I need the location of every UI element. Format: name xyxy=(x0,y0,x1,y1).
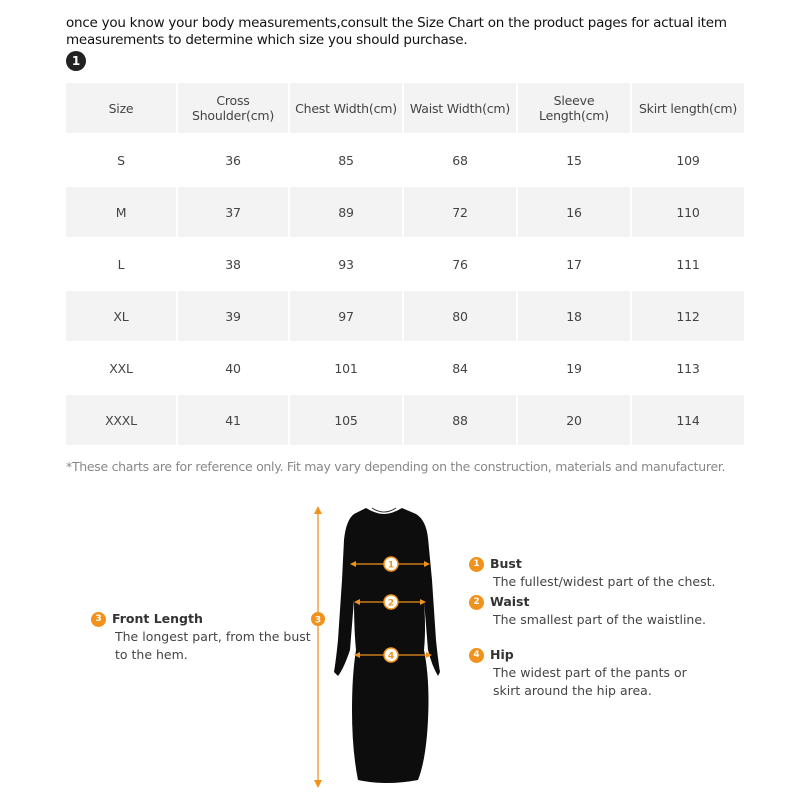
measurement-cell: 38 xyxy=(178,239,288,289)
legend-waist-title: Waist xyxy=(490,594,530,609)
step-number-badge: 1 xyxy=(66,51,86,71)
measurement-cell: 72 xyxy=(404,187,516,237)
badge-bust: 1 xyxy=(469,557,484,572)
measurement-cell: 110 xyxy=(632,187,744,237)
measurement-cell: 37 xyxy=(178,187,288,237)
size-cell: XXL xyxy=(66,343,176,393)
measurement-cell: 15 xyxy=(518,135,630,185)
dress-silhouette xyxy=(334,508,440,783)
header-skirt-length: Skirt length(cm) xyxy=(632,83,744,133)
legend-bust-title: Bust xyxy=(490,556,522,571)
size-cell: M xyxy=(66,187,176,237)
legend-front-length-desc: The longest part, from the bust to the hem. xyxy=(115,629,311,662)
measurement-cell: 41 xyxy=(178,395,288,445)
measurement-cell: 20 xyxy=(518,395,630,445)
front-length-arrow xyxy=(314,506,322,788)
legend-waist-desc: The smallest part of the waistline. xyxy=(493,612,707,627)
header-cross-shoulder: Cross Shoulder(cm) xyxy=(178,83,288,133)
measurement-cell: 88 xyxy=(404,395,516,445)
size-cell: S xyxy=(66,135,176,185)
size-chart-table xyxy=(64,81,746,447)
table-row xyxy=(66,395,744,445)
header-waist-width: Waist Width(cm) xyxy=(404,83,516,133)
legend-front-length-title: Front Length xyxy=(112,611,203,626)
measurement-cell: 93 xyxy=(290,239,402,289)
hip-marker-num: 4 xyxy=(387,651,395,662)
size-cell: XL xyxy=(66,291,176,341)
header-sleeve-length: Sleeve Length(cm) xyxy=(518,83,630,133)
measurement-cell: 111 xyxy=(632,239,744,289)
measurement-cell: 109 xyxy=(632,135,744,185)
bust-marker-num: 1 xyxy=(387,560,395,571)
size-cell: XXXL xyxy=(66,395,176,445)
measurement-cell: 85 xyxy=(290,135,402,185)
table-row xyxy=(66,239,744,289)
legend-hip xyxy=(469,646,689,700)
legend-bust xyxy=(469,555,729,591)
measurement-cell: 16 xyxy=(518,187,630,237)
table-row xyxy=(66,291,744,341)
reference-note: *These charts are for reference only. Fit may vary depending on the construction, materials and manufacturer. xyxy=(66,459,726,474)
measurement-cell: 36 xyxy=(178,135,288,185)
measurement-cell: 97 xyxy=(290,291,402,341)
table-row xyxy=(66,135,744,185)
size-cell: L xyxy=(66,239,176,289)
legend-hip-title: Hip xyxy=(490,647,514,662)
dress-measurement-figure xyxy=(300,500,470,790)
front-length-marker-num: 3 xyxy=(314,615,322,626)
measurement-cell: 89 xyxy=(290,187,402,237)
measurement-cell: 19 xyxy=(518,343,630,393)
waist-marker-num: 2 xyxy=(387,598,395,609)
badge-waist: 2 xyxy=(469,595,484,610)
legend-waist xyxy=(469,593,729,629)
badge-front-length: 3 xyxy=(91,612,106,627)
measurement-cell: 40 xyxy=(178,343,288,393)
table-row xyxy=(66,343,744,393)
measurement-cell: 101 xyxy=(290,343,402,393)
table-row xyxy=(66,187,744,237)
measurement-cell: 68 xyxy=(404,135,516,185)
intro-text: once you know your body measurements,consult the Size Chart on the product pages for actual item measurements to determine which size you should purchase. xyxy=(66,15,727,48)
measurement-cell: 113 xyxy=(632,343,744,393)
header-chest-width: Chest Width(cm) xyxy=(290,83,402,133)
measurement-cell: 114 xyxy=(632,395,744,445)
badge-hip: 4 xyxy=(469,648,484,663)
measurement-cell: 80 xyxy=(404,291,516,341)
legend-bust-desc: The fullest/widest part of the chest. xyxy=(493,574,716,589)
measurement-cell: 112 xyxy=(632,291,744,341)
measurement-cell: 18 xyxy=(518,291,630,341)
measurement-cell: 84 xyxy=(404,343,516,393)
measurement-cell: 76 xyxy=(404,239,516,289)
measurement-cell: 17 xyxy=(518,239,630,289)
measurement-cell: 105 xyxy=(290,395,402,445)
table-header-row xyxy=(66,83,744,133)
header-size: Size xyxy=(66,83,176,133)
legend-front-length xyxy=(91,610,311,664)
legend-hip-desc: The widest part of the pants or skirt around the hip area. xyxy=(493,665,687,698)
measurement-cell: 39 xyxy=(178,291,288,341)
